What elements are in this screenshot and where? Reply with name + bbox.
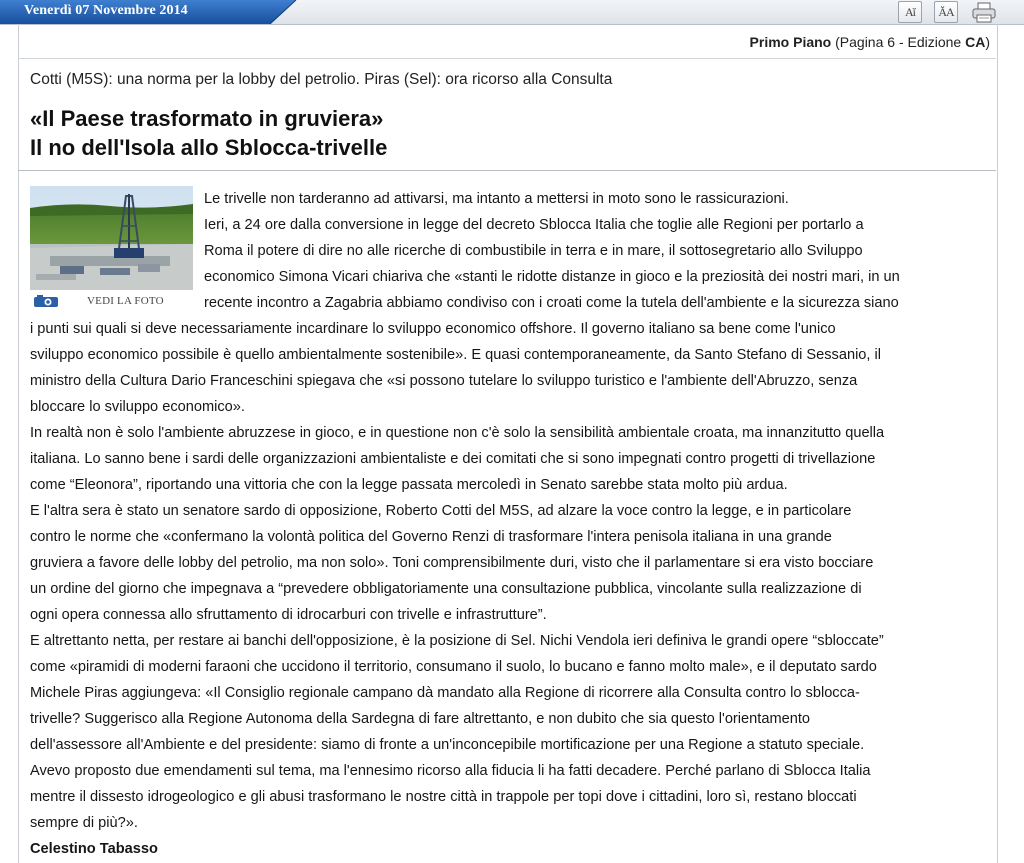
font-decrease-button[interactable]: Aĭ — [898, 1, 922, 23]
section-close: ) — [985, 34, 990, 50]
font-increase-button[interactable]: ĂA — [934, 1, 958, 23]
text-line: Michele Piras aggiungeva: «Il Consiglio regionale campano dà mandato alla Regione di ricorrere alla Consulta contro lo sblocca- — [30, 685, 860, 701]
text-line: come «piramidi di moderni faraoni che uccidono il territorio, consumano il suolo, lo bucano e fanno molto male», e il deputato sardo — [30, 659, 877, 675]
text-line: mentre il dissesto idrogeologico e gli abusi trasformano le nostre città in trappole per topi dove i cittadini, loro sì, restano bloccati — [30, 789, 857, 805]
view-photo-link[interactable] — [30, 294, 193, 310]
text-line: E l'altra sera è stato un senatore sardo di opposizione, Roberto Cotti del M5S, ad alzare la voce contro la legge, e in particolare — [30, 503, 852, 519]
text-line: Le trivelle non tarderanno ad attivarsi, ma intanto a mettersi in moto sono le rassicurazioni. — [204, 191, 789, 207]
article-photo[interactable] — [30, 186, 193, 290]
edition-date: Venerdì 07 Novembre 2014 — [24, 3, 188, 18]
section-name: Primo Piano — [749, 34, 832, 50]
text-line: Avevo proposto due emendamenti sul tema, ma l'ennesimo ricorso alla fiducia li ha fatti decadere. Perché parlano di Sblocca Italia — [30, 763, 871, 779]
text-line: ogni opera connessa allo sfruttamento di idrocarburi con trivelle e infrastrutture”. — [30, 607, 547, 623]
text-line: ministro della Cultura Dario Franceschini spiegava che «si possono tutelare lo sviluppo turistico e l'ambiente dell'Abruzzo, senza — [30, 373, 858, 389]
text-line: i punti sui quali si deve necessariamente incardinare lo sviluppo economico offshore. Il governo italiano sa bene come l'unico — [30, 321, 836, 337]
divider — [18, 170, 996, 171]
date-tab — [0, 0, 300, 24]
top-bar — [0, 0, 1024, 25]
text-line: trivelle? Suggerisco alla Regione Autonoma della Sardegna di fare altrettanto, e non dubito che sia questo l'orientamento — [30, 711, 811, 727]
text-line: un ordine del giorno che impegnava a “prevedere obbligatoriamente una consultazione pubblica, vincolante sulla realizzazione di — [30, 581, 862, 597]
headline-line-2: Il no dell'Isola allo Sblocca-trivelle — [30, 135, 388, 160]
toolbar-tools — [898, 0, 998, 24]
text-line: bloccare lo sviluppo economico». — [30, 399, 245, 415]
article-lead — [204, 186, 994, 316]
article-headline — [30, 104, 387, 162]
camera-icon — [33, 295, 59, 308]
oil-rig-photo-image — [30, 186, 193, 290]
text-line: sviluppo economico possibile è quello ambientalmente sostenibile». E quasi contemporaneamente, da Santo Stefano di Sessanio, il — [30, 347, 882, 363]
section-info — [750, 34, 990, 50]
article-author: Celestino Tabasso — [30, 841, 158, 857]
text-line: In realtà non è solo l'ambiente abruzzese in gioco, e in questione non c'è solo la sensibilità ambientale croata, ma innanzitutto quella — [30, 425, 885, 441]
text-line: gruviera a favore delle lobby del petrolio, ma non solo». Toni comprensibilmente duri, visto che il parlamentare si era visto bocciare — [30, 555, 874, 571]
text-line: Roma il potere di dire no alle ricerche di combustibile in terra e in mare, il sottosegretario allo Sviluppo — [204, 243, 863, 259]
view-photo-label: VEDI LA FOTO — [87, 295, 164, 307]
section-page: (Pagina 6 - Edizione — [835, 34, 966, 50]
headline-line-1: «Il Paese trasformato in gruviera» — [30, 106, 384, 131]
article-subtitle: Cotti (M5S): una norma per la lobby del petrolio. Piras (Sel): ora ricorso alla Consulta — [30, 71, 613, 88]
print-button[interactable] — [970, 1, 998, 23]
article-text — [30, 316, 994, 862]
text-line: E altrettanto netta, per restare ai banchi dell'opposizione, è la posizione di Sel. Nichi Vendola ieri definiva le grandi opere “sbloccate” — [30, 633, 884, 649]
text-line: economico Simona Vicari chiariva che «stanti le ridotte distanze in gioco e la preziosità dei nostri mari, in un — [204, 269, 900, 285]
text-line: contro le norme che «confermano la volontà politica del Governo Renzi di trasformare l'intera penisola italiana in una grande — [30, 529, 832, 545]
text-line: dell'assessore all'Ambiente e del presidente: siamo di fronte a un'inconcepibile mortificazione per una Regione a statuto speciale. — [30, 737, 865, 753]
text-line: come “Eleonora”, riportando una vittoria che con la legge passata mercoledì in Senato sarebbe stata molto più ardua. — [30, 477, 788, 493]
printer-icon — [971, 1, 997, 23]
text-line: recente incontro a Zagabria abbiamo condiviso con i croati come la tutela dell'ambiente e la sicurezza siano — [204, 295, 899, 311]
text-line: sempre di più?». — [30, 815, 138, 831]
text-line: Ieri, a 24 ore dalla conversione in legge del decreto Sblocca Italia che toglie alle Regioni per portarlo a — [204, 217, 864, 233]
divider — [18, 58, 996, 59]
section-edition: CA — [965, 34, 986, 50]
text-line: italiana. Lo sanno bene i sardi delle organizzazioni ambientaliste e dei comitati che si sono impegnati contro progetti di trivellazione — [30, 451, 876, 467]
